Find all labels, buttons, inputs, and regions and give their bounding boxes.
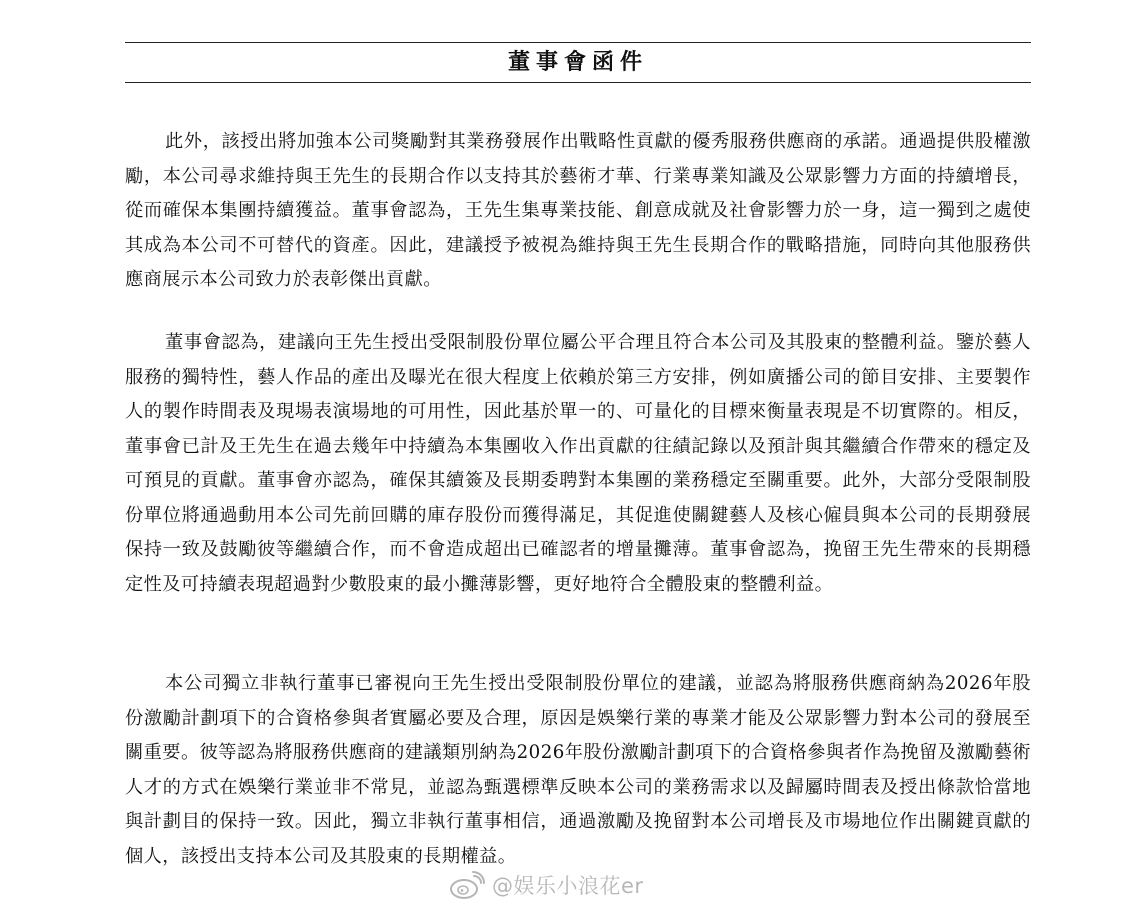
paragraph-2: 董事會認為，建議向王先生授出受限制股份單位屬公平合理且符合本公司及其股東的整體利益。鑒於藝人服務的獨特性，藝人作品的產出及曝光在很大程度上依賴於第三方安排，例如廣播公司的節目安排、主要製作人的製作時間表及現場表演場地的可用性，因此基於單一的、可量化的目標來衡量表現是不切實際的。相反，董事會已計及王先生在過去幾年中持續為本集團收入作出貢獻的往績記錄以及預計與其繼續合作帶來的穩定及可預見的貢獻。董事會亦認為，確保其續簽及長期委聘對本集團的業務穩定至關重要。此外，大部分受限制股份單位將通過動用本公司先前回購的庫存股份而獲得滿足，其促進使關鍵藝人及核心僱員與本公司的長期發展保持一致及鼓勵彼等繼續合作，而不會造成超出已確認者的增量攤薄。董事會認為，挽留王先生帶來的長期穩定性及可持續表現超過對少數股東的最小攤薄影響，更好地符合全體股東的整體利益。	[125, 332, 1031, 595]
header-rule-top	[125, 42, 1031, 43]
document-page	[125, 0, 1031, 912]
paragraph-3: 本公司獨立非執行董事已審視向王先生授出受限制股份單位的建議，並認為將服務供應商納為2026年股份激勵計劃項下的合資格參與者實屬必要及合理，原因是娛樂行業的專業才能及公眾影響力對本公司的發展至關重要。彼等認為將服務供應商的建議類別納為2026年股份激勵計劃項下的合資格參與者作為挽留及激勵藝術人才的方式在娛樂行業並非不常見，並認為甄選標準反映本公司的業務需求以及歸屬時間表及授出條款恰當地與計劃目的保持一致。因此，獨立非執行董事相信，通過激勵及挽留對本公司增長及市場地位作出關鍵貢獻的個人，該授出支持本公司及其股東的長期權益。	[125, 673, 1031, 867]
paragraph-1: 此外，該授出將加強本公司獎勵對其業務發展作出戰略性貢獻的優秀服務供應商的承諾。通過提供股權激勵，本公司尋求維持與王先生的長期合作以支持其於藝術才華、行業專業知識及公眾影響力方面的持續增長，從而確保本集團持續獲益。董事會認為，王先生集專業技能、創意成就及社會影響力於一身，這一獨到之處使其成為本公司不可替代的資產。因此，建議授予被視為維持與王先生長期合作的戰略措施，同時向其他服務供應商展示本公司致力於表彰傑出貢獻。	[125, 131, 1031, 290]
header-rule-bottom	[125, 82, 1031, 83]
watermark-text: @娱乐小浪花er	[492, 874, 644, 898]
weibo-icon	[448, 870, 486, 900]
page-title: 董事會函件	[507, 49, 648, 75]
watermark	[448, 868, 644, 902]
